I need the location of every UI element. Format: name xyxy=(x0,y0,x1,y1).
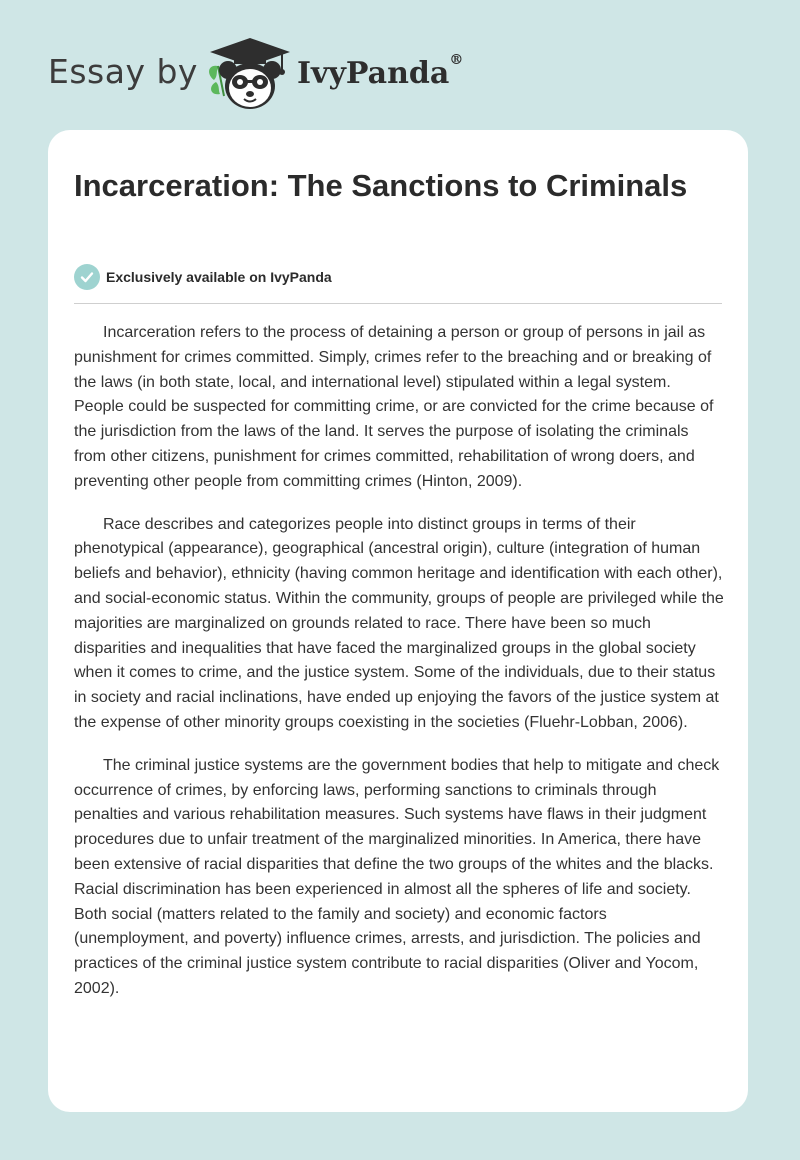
brand-name-text: IvyPanda xyxy=(297,56,450,91)
paragraph: Race describes and categorizes people into distinct groups in terms of their phenotypical (appearance), geographical (ancestral origin), culture (integration of human beliefs and behavior), ethnicity (having common heritage and identification with each other), and social-economic status. Within the community, groups of people are privileged while the majorities are marginalized on grounds related to race. There have been so much disparities and inequalities that have faced the marginalized groups in the global society when it comes to crime, and the justice system. Some of the individuals, due to their status in society and racial inclinations, have ended up enjoying the favors of the justice system at the expense of other minority groups coexisting in the societies (Fluehr-Lobban, 2006). xyxy=(74,515,724,731)
paragraph: Incarceration refers to the process of detaining a person or group of persons in jail as punishment for crimes committed. Simply, crimes refer to the breaching and or breaking of the laws (in both state, local, and international level) stipulated within a legal system. People could be suspected for committing crime, or are convicted for the crime because of the jurisdiction from the laws of the land. It serves the purpose of isolating the criminals from other citizens, punishment for crimes committed, rehabilitation of wrong doers, and preventing other people from committing crimes (Hinton, 2009). xyxy=(74,324,714,490)
essay-card xyxy=(48,130,748,1112)
brand-name[interactable] xyxy=(297,52,464,91)
registered-mark: ® xyxy=(449,52,464,68)
site-header xyxy=(48,36,508,112)
exclusive-badge xyxy=(74,264,332,290)
essay-title: Incarceration: The Sanctions to Criminals xyxy=(74,168,688,203)
essay-by-label: Essay by xyxy=(48,52,198,91)
panda-graduate-logo-icon[interactable] xyxy=(204,36,296,112)
divider xyxy=(74,303,722,304)
check-circle-icon xyxy=(74,264,100,290)
exclusive-badge-text: Exclusively available on IvyPanda xyxy=(106,269,332,285)
paragraph: The criminal justice systems are the government bodies that help to mitigate and check occurrence of crimes, by enforcing laws, performing sanctions to criminals through penalties and various rehabilitation measures. Such systems have flaws in their judgment procedures due to unfair treatment of the marginalized minorities. In America, there have been extensive of racial disparities that define the two groups of the whites and the blacks. Racial discrimination has been experienced in almost all the spheres of life and society. Both social (matters related to the family and society) and economic factors (unemployment, and poverty) influence crimes, arrests, and jurisdiction. The policies and practices of the criminal justice system contribute to racial disparities (Oliver and Yocom, 2002). xyxy=(74,756,720,997)
essay-body xyxy=(74,321,724,1020)
